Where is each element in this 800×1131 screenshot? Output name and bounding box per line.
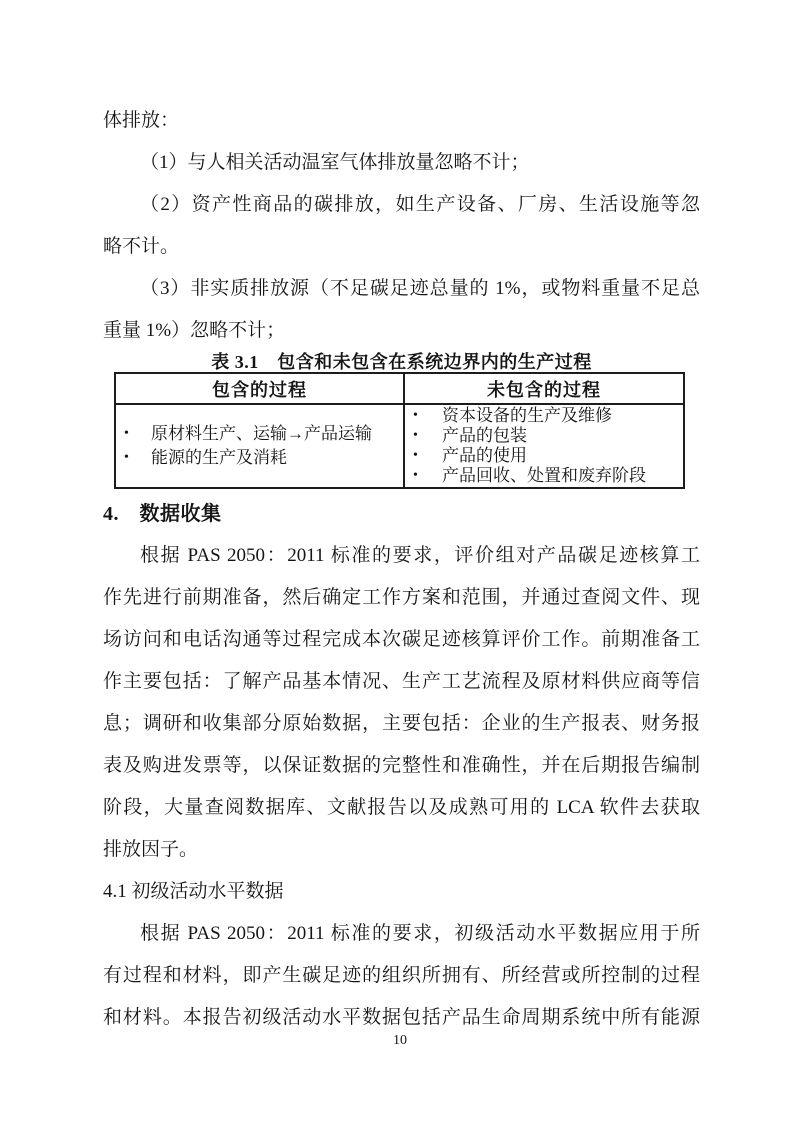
numbered-item-3	[103, 268, 700, 352]
bullet-text: 产品的使用	[442, 446, 527, 465]
bullet-item	[405, 466, 683, 486]
section-4-heading: 4. 数据收集	[103, 503, 222, 525]
text-line: 根据 PAS 2050：2011 标准的要求，评价组对产品碳足迹核算工	[140, 545, 700, 566]
text-line: 根据 PAS 2050：2011 标准的要求，初级活动水平数据应用于所	[140, 923, 700, 944]
bullet-text: 产品回收、处置和废弃阶段	[442, 466, 646, 485]
text-line: 体排放：	[103, 110, 180, 131]
bullet-text: 能源的生产及消耗	[151, 448, 287, 467]
text-line: 重量 1%）忽略不计；	[103, 320, 286, 341]
text-line: 和材料。本报告初级活动水平数据包括产品生命周期系统中所有能源	[103, 1007, 700, 1028]
text-line: 略不计。	[103, 236, 180, 257]
system-boundary-table	[114, 372, 685, 489]
bullet-icon: •	[413, 428, 418, 443]
text-line: 场访问和电话沟通等过程完成本次碳足迹核算评价工作。前期准备工	[103, 629, 700, 650]
page-content	[103, 100, 700, 1039]
bullet-icon: •	[413, 408, 418, 423]
text-line: （1）与人相关活动温室气体排放量忽略不计；	[140, 152, 530, 173]
section-4-1-paragraph	[103, 913, 700, 1039]
table-caption: 表 3.1 包含和未包含在系统边界内的生产过程	[211, 352, 592, 372]
bullet-item	[116, 446, 403, 470]
table-header-included: 包含的过程	[116, 374, 405, 403]
section-4-1-heading: 4.1 初级活动水平数据	[103, 881, 284, 902]
text-line: 作主要包括：了解产品基本情况、生产工艺流程及原材料供应商等信	[103, 671, 700, 692]
table-cell-included	[116, 405, 405, 487]
page-number: 10	[393, 1033, 407, 1048]
text-line: 作先进行前期准备，然后确定工作方案和范围，并通过查阅文件、现	[103, 587, 700, 608]
bullet-text: 产品的包装	[442, 426, 527, 445]
bullet-item	[116, 422, 403, 446]
table-header-row	[116, 374, 683, 405]
text-line: 息；调研和收集部分原始数据，主要包括：企业的生产报表、财务报	[103, 713, 700, 734]
numbered-item-2	[103, 184, 700, 268]
bullet-icon: •	[413, 448, 418, 463]
bullet-text: 资本设备的生产及维修	[442, 406, 612, 425]
intro-paragraph	[103, 100, 700, 142]
text-line: （2）资产性商品的碳排放，如生产设备、厂房、生活设施等忽	[140, 194, 700, 215]
bullet-item	[405, 406, 683, 426]
bullet-icon: •	[124, 450, 129, 465]
bullet-icon: •	[124, 426, 129, 441]
text-line: 排放因子。	[103, 839, 199, 860]
numbered-item-1	[103, 142, 700, 184]
bullet-text: 原材料生产、运输→产品运输	[151, 424, 372, 443]
text-line: 阶段，大量查阅数据库、文献报告以及成熟可用的 LCA 软件去获取	[103, 797, 700, 818]
table-body-row	[116, 405, 683, 487]
bullet-item	[405, 426, 683, 446]
text-line: 表及购进发票等，以保证数据的完整性和准确性，并在后期报告编制	[103, 755, 700, 776]
bullet-item	[405, 446, 683, 466]
bullet-icon: •	[413, 468, 418, 483]
section-4-paragraph	[103, 535, 700, 871]
text-line: 有过程和材料，即产生碳足迹的组织所拥有、所经营或所控制的过程	[103, 965, 700, 986]
table-cell-excluded	[405, 405, 683, 487]
text-line: （3）非实质排放源（不足碳足迹总量的 1%，或物料重量不足总	[140, 278, 700, 299]
table-header-excluded: 未包含的过程	[487, 379, 601, 400]
